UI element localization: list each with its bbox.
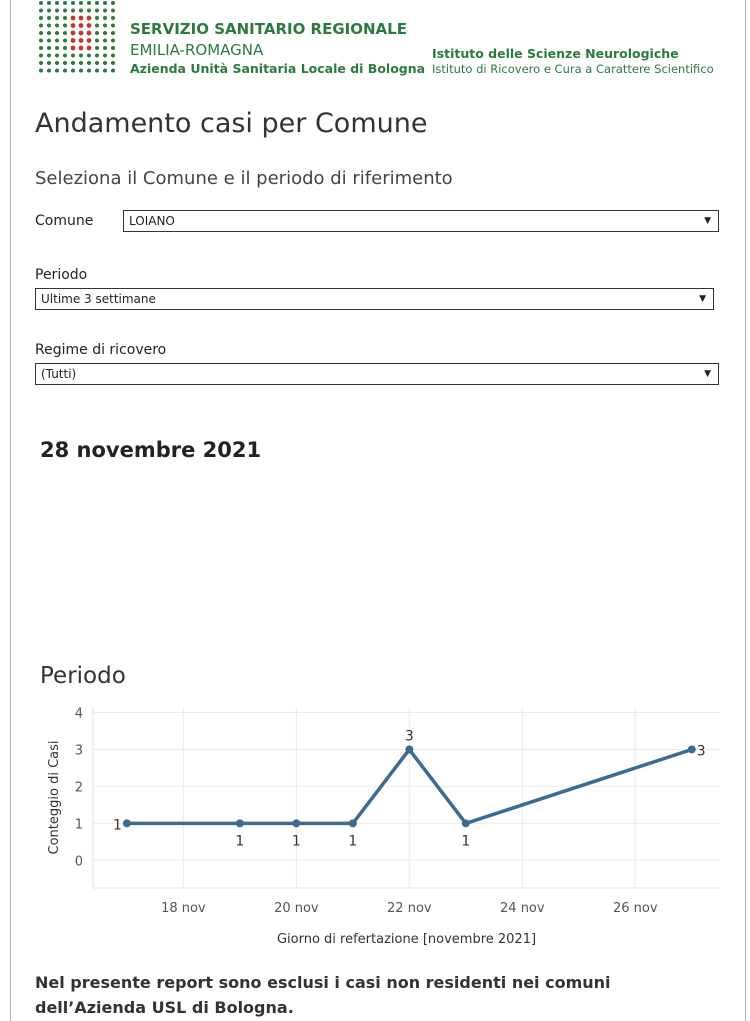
periodo-select-value: Ultime 3 settimane [41, 292, 156, 306]
logo-dot [95, 39, 99, 43]
logo-dot [103, 16, 107, 20]
logo-dot [95, 9, 99, 13]
logo-dot [79, 61, 83, 65]
logo-dot [111, 24, 115, 28]
footnote: Nel presente report sono esclusi i casi non residenti nei comuni dell’Azienda USL di Bologna. [35, 973, 611, 1017]
regime-label: Regime di ricovero [35, 342, 167, 358]
logo-dot [63, 61, 67, 65]
logo-dot [95, 24, 99, 28]
logo-dot [47, 24, 51, 28]
comune-label: Comune [35, 213, 94, 229]
page-title: Andamento casi per Comune [35, 108, 428, 139]
org-name-line3: Azienda Unità Sanitaria Locale di Bologna [130, 61, 426, 76]
x-tick-label: 22 nov [387, 901, 432, 916]
logo-dot [111, 9, 115, 13]
logo-dot [79, 16, 84, 21]
y-tick-label: 4 [74, 706, 83, 722]
logo-dot [87, 61, 91, 65]
logo-dot [95, 16, 99, 20]
chevron-down-icon: ▼ [704, 369, 711, 379]
logo-dot [47, 9, 51, 13]
data-label: 1 [461, 833, 471, 850]
y-tick-label: 1 [74, 817, 83, 833]
periodo-select[interactable] [35, 288, 714, 310]
logo-dot [103, 1, 107, 5]
logo-dot [71, 61, 75, 65]
regime-select-value: (Tutti) [41, 367, 77, 381]
logo-dot [71, 69, 75, 73]
data-label: 1 [291, 833, 301, 850]
logo-dot [47, 54, 51, 58]
data-point [405, 745, 413, 753]
logo-dot [111, 61, 115, 65]
logo-dot [71, 46, 76, 51]
logo-dot [95, 54, 99, 58]
logo-dot [39, 16, 43, 20]
logo-dot [71, 23, 76, 28]
comune-select[interactable] [123, 210, 719, 232]
logo-dot [39, 39, 43, 43]
logo-dot [79, 54, 83, 58]
logo-dot [71, 38, 76, 43]
logo-dot [87, 46, 92, 51]
logo-dot [95, 69, 99, 73]
logo-dot [79, 31, 84, 36]
logo-dot [103, 24, 107, 28]
data-point [462, 819, 470, 827]
logo-dot [87, 31, 92, 36]
x-tick-label: 18 nov [161, 901, 206, 916]
logo-dot [95, 31, 99, 35]
logo-dot [111, 69, 115, 73]
logo-dot [87, 54, 91, 58]
logo-dot [63, 16, 67, 20]
logo-dot [103, 39, 107, 43]
y-tick-label: 3 [74, 743, 83, 759]
frame-left-border [10, 0, 11, 1021]
data-point [292, 819, 300, 827]
regime-select[interactable] [35, 363, 719, 385]
logo-dot [63, 54, 67, 58]
logo-dot [39, 54, 43, 58]
comune-select-value: LOIANO [129, 214, 175, 228]
y-tick-label: 0 [74, 854, 83, 870]
logo-dot [71, 1, 75, 5]
logo-dot [63, 1, 67, 5]
data-label: 3 [404, 728, 414, 745]
logo-dot [87, 16, 92, 21]
logo-dot [95, 61, 99, 65]
data-label: 1 [112, 817, 122, 834]
logo-dot [39, 69, 43, 73]
data-point [688, 745, 696, 753]
logo-dot [79, 46, 84, 51]
institute-subtitle: Istituto di Ricovero e Cura a Carattere Scientifico [432, 62, 714, 76]
logo-dot [39, 24, 43, 28]
logo-dot [95, 46, 99, 50]
chart-title: Periodo [40, 663, 126, 689]
org-name-line1: SERVIZIO SANITARIO REGIONALE [130, 20, 407, 38]
line-chart [30, 695, 730, 955]
ssr-logo-icon [38, 0, 118, 76]
logo-dot [63, 31, 67, 35]
logo-dot [87, 23, 92, 28]
chevron-down-icon: ▼ [699, 294, 706, 304]
x-tick-label: 24 nov [500, 901, 545, 916]
logo-dot [39, 46, 43, 50]
logo-dot [63, 69, 67, 73]
logo-dot [103, 9, 107, 13]
logo-dot [87, 1, 91, 5]
date-heading: 28 novembre 2021 [40, 438, 262, 462]
page-subtitle: Seleziona il Comune e il periodo di riferimento [35, 168, 453, 189]
logo-dot [79, 9, 83, 13]
data-label: 3 [696, 743, 706, 760]
logo-dot [47, 16, 51, 20]
logo-dot [103, 69, 107, 73]
logo-dot [55, 1, 59, 5]
logo-dot [47, 61, 51, 65]
org-name-line2: EMILIA-ROMAGNA [130, 41, 264, 59]
logo-dot [39, 61, 43, 65]
logo-dot [47, 69, 51, 73]
logo-dot [55, 46, 59, 50]
data-label: 1 [348, 833, 358, 850]
logo-dot [47, 31, 51, 35]
logo-dot [79, 1, 83, 5]
logo-dot [111, 54, 115, 58]
institute-name: Istituto delle Scienze Neurologiche [432, 46, 679, 61]
data-point [123, 819, 131, 827]
logo-dot [103, 46, 107, 50]
logo-dot [111, 16, 115, 20]
logo-dot [71, 31, 76, 36]
logo-dot [39, 31, 43, 35]
logo-dot [63, 39, 67, 43]
logo-dot [103, 31, 107, 35]
logo-dot [87, 9, 91, 13]
logo-dot [79, 69, 83, 73]
chevron-down-icon: ▼ [704, 216, 711, 226]
logo-dot [103, 54, 107, 58]
data-label: 1 [235, 833, 245, 850]
periodo-label: Periodo [35, 267, 88, 283]
logo-dot [63, 24, 67, 28]
logo-dot [55, 39, 59, 43]
logo-dot [111, 39, 115, 43]
x-tick-label: 26 nov [612, 901, 658, 916]
logo-dot [55, 61, 59, 65]
logo-dot [55, 54, 59, 58]
logo-dot [55, 69, 59, 73]
logo-dot [47, 39, 51, 43]
logo-dot [63, 46, 67, 50]
logo-dot [55, 9, 59, 13]
y-tick-label: 2 [74, 780, 83, 796]
logo-dot [103, 61, 107, 65]
logo-dot [95, 1, 99, 5]
logo-dot [47, 46, 51, 50]
logo-dot [79, 38, 84, 43]
logo-dot [111, 46, 115, 50]
data-point [349, 819, 357, 827]
logo-dot [71, 16, 76, 21]
logo-dot [111, 31, 115, 35]
logo-dot [111, 1, 115, 5]
logo-dot [55, 31, 59, 35]
data-point [236, 819, 244, 827]
logo-dot [39, 1, 43, 5]
logo-dot [79, 23, 84, 28]
logo-dot [71, 9, 75, 13]
logo-dot [55, 16, 59, 20]
logo-dot [71, 54, 75, 58]
x-tick-label: 20 nov [274, 901, 319, 916]
x-axis-title: Giorno di refertazione [novembre 2021] [276, 932, 537, 947]
frame-right-border [745, 0, 746, 1021]
logo-dot [47, 1, 51, 5]
logo-dot [63, 9, 67, 13]
logo-dot [55, 24, 59, 28]
y-axis-title: Conteggio di Casi [47, 740, 62, 855]
logo-dot [87, 69, 91, 73]
logo-dot [39, 9, 43, 13]
logo-dot [87, 38, 92, 43]
